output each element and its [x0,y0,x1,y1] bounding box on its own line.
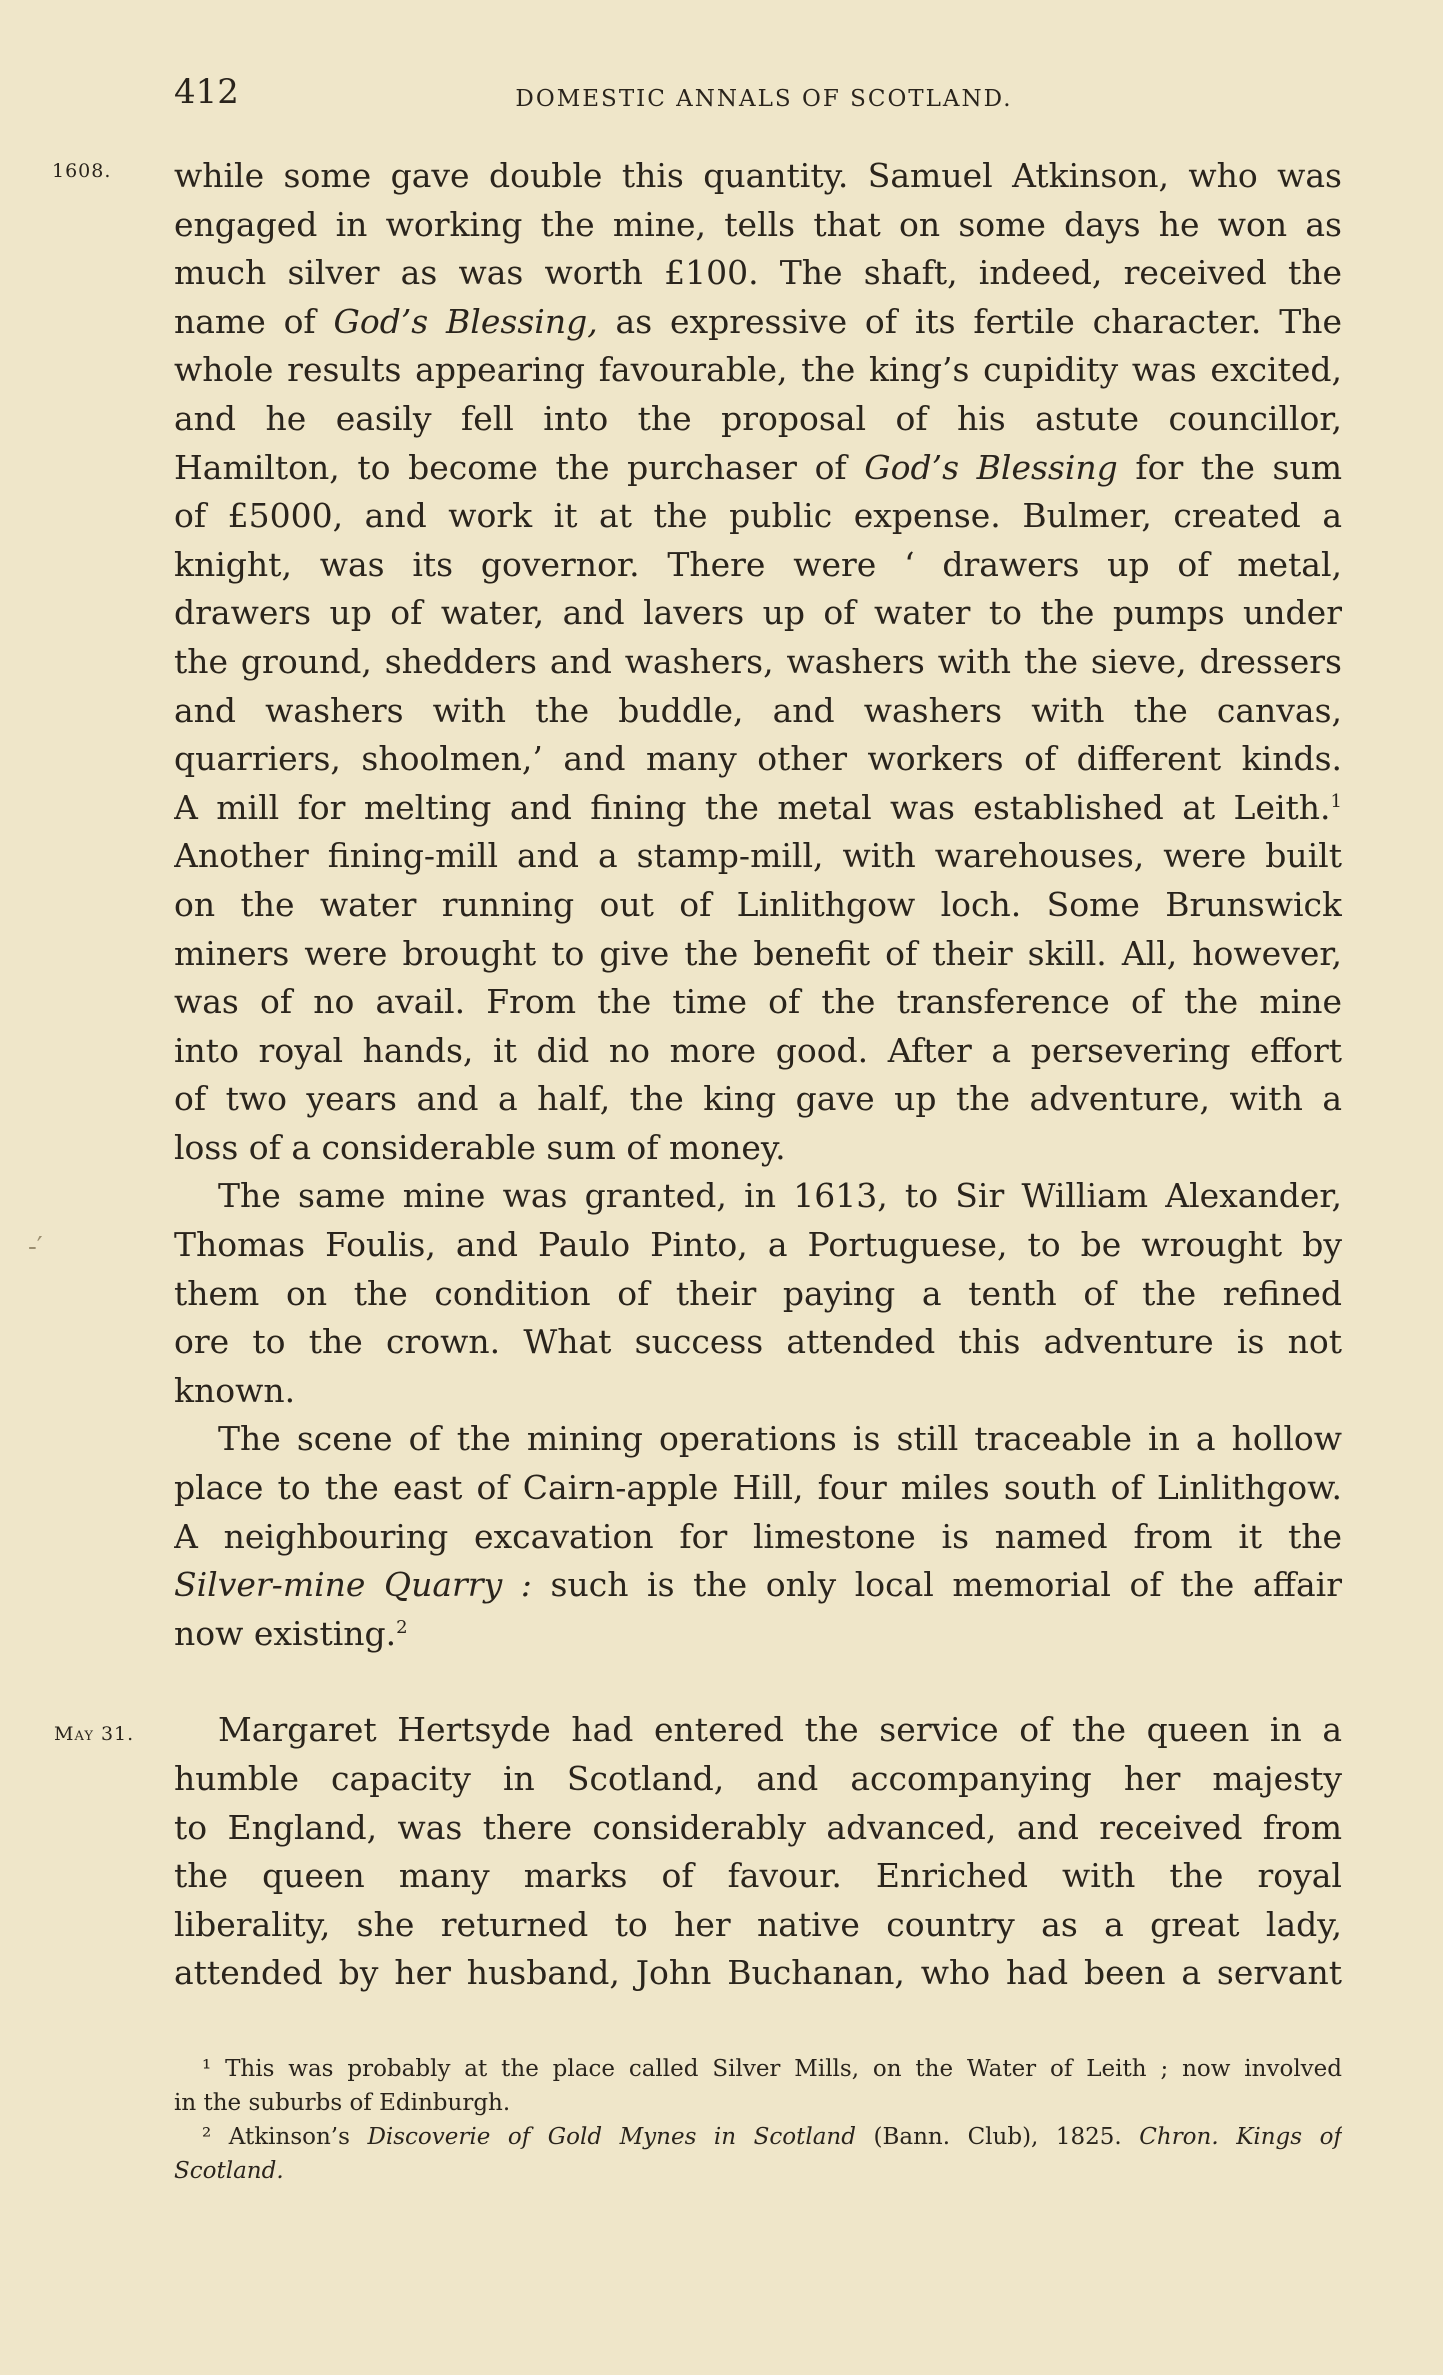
text-line: to England, was there considerably advanced, and received from [174,1807,1342,1847]
text-run: for the sum [1117,447,1342,487]
text-line: the queen many marks of favour. Enriched with the royal [174,1856,1342,1896]
footnote-1-continued: in the suburbs of Edinburgh. [174,2090,511,2116]
text-line [174,1610,1342,1659]
text-line: much silver as was worth £100. The shaft, indeed, received the [174,253,1342,293]
body-text [174,152,1342,1998]
italic-title: Chron. Kings of [1139,2124,1342,2150]
paragraph-3 [174,1415,1342,1658]
paragraph-1 [174,152,1342,1172]
text-run: as expressive of its fertile character. The [597,301,1342,341]
italic-title: God’s Blessing [864,447,1118,487]
text-line: miners were brought to give the benefit of their skill. All, however, [174,933,1342,973]
text-run: such is the only local memorial of the affair [531,1565,1342,1605]
italic-title: Silver-mine Quarry : [174,1565,532,1605]
text-line: loss of a considerable sum of money. [174,1127,786,1167]
footnote-1: ¹ This was probably at the place called Silver Mills, on the Water of Leith ; now involved [202,2056,1342,2082]
text-line: of £5000, and work it at the public expense. Bulmer, created a [174,496,1342,536]
text-line: Another fining-mill and a stamp-mill, with warehouses, were built [174,836,1342,876]
text-line: them on the condition of their paying a tenth of the refined [174,1273,1342,1313]
text-line: whole results appearing favourable, the king’s cupidity was excited, [174,350,1342,390]
text-line: known. [174,1370,296,1410]
text-run: name of [174,301,334,341]
text-line [174,784,1342,833]
text-run: (Bann. Club), 1825. [855,2124,1140,2150]
text-line [174,298,1342,347]
text-run: A mill for melting and fining the metal was established at Leith. [174,787,1331,827]
text-line: attended by her husband, John Buchanan, who had been a servant [174,1953,1342,1993]
text-line: while some gave double this quantity. Samuel Atkinson, who was [174,156,1342,195]
text-line: on the water running out of Linlithgow loch. Some Brunswick [174,884,1342,924]
page-header [174,72,1354,118]
text-line: Margaret Hertsyde had entered the service of the queen in a [218,1710,1342,1750]
text-run: Hamilton, to become the purchaser of [174,447,865,487]
text-line: The same mine was granted, in 1613, to Sir William Alexander, [218,1176,1342,1216]
footnotes [174,2052,1342,2188]
text-run: now existing. [174,1613,397,1653]
text-line: and washers with the buddle, and washers with the canvas, [174,690,1342,730]
text-line: place to the east of Cairn-apple Hill, four miles south of Linlithgow. [174,1468,1342,1508]
italic-title: Discoverie of Gold Mynes in Scotland [367,2124,856,2150]
running-head: DOMESTIC ANNALS OF SCOTLAND. [515,86,1013,112]
section-gap [174,1658,1342,1706]
text-line: and he easily fell into the proposal of his astute councillor, [174,398,1342,438]
footnote-ref: 1 [1330,790,1342,812]
text-line: humble capacity in Scotland, and accompanying her majesty [174,1759,1342,1798]
text-line: was of no avail. From the time of the transference of the mine [174,982,1342,1022]
text-line [174,1561,1342,1610]
text-line: the ground, shedders and washers, washers with the sieve, dressers [174,641,1342,681]
text-line: ore to the crown. What success attended this adventure is not [174,1322,1342,1362]
text-line: of two years and a half, the king gave up the adventure, with a [174,1079,1342,1119]
text-line: into royal hands, it did no more good. After a persevering effort [174,1030,1342,1070]
text-line: engaged in working the mine, tells that on some days he won as [174,204,1342,244]
stray-mark: -′ [28,1232,43,1262]
italic-title: God’s Blessing, [333,301,598,341]
text-line: Thomas Foulis, and Paulo Pinto, a Portuguese, to be wrought by [174,1225,1342,1265]
footnote-2 [174,2120,1342,2154]
margin-note-year: 1608. [52,160,112,182]
text-line: knight, was its governor. There were ‘ drawers up of metal, [174,544,1342,584]
page-number: 412 [174,72,239,112]
footnote-2-continued: Scotland. [174,2158,284,2184]
text-line: The scene of the mining operations is still traceable in a hollow [218,1419,1342,1459]
text-line: liberality, she returned to her native country as a great lady, [174,1904,1342,1944]
paragraph-2 [174,1172,1342,1415]
text-line: quarriers, shoolmen,’ and many other workers of different kinds. [174,739,1342,779]
text-line: drawers up of water, and lavers up of water to the pumps under [174,593,1342,633]
text-run: ² Atkinson’s [202,2124,368,2150]
paragraph-4 [174,1706,1342,1998]
margin-note-date: May 31. [54,1723,135,1745]
text-line [174,444,1342,493]
text-line: A neighbouring excavation for limestone is named from it the [174,1516,1342,1556]
footnote-ref: 2 [396,1616,408,1638]
